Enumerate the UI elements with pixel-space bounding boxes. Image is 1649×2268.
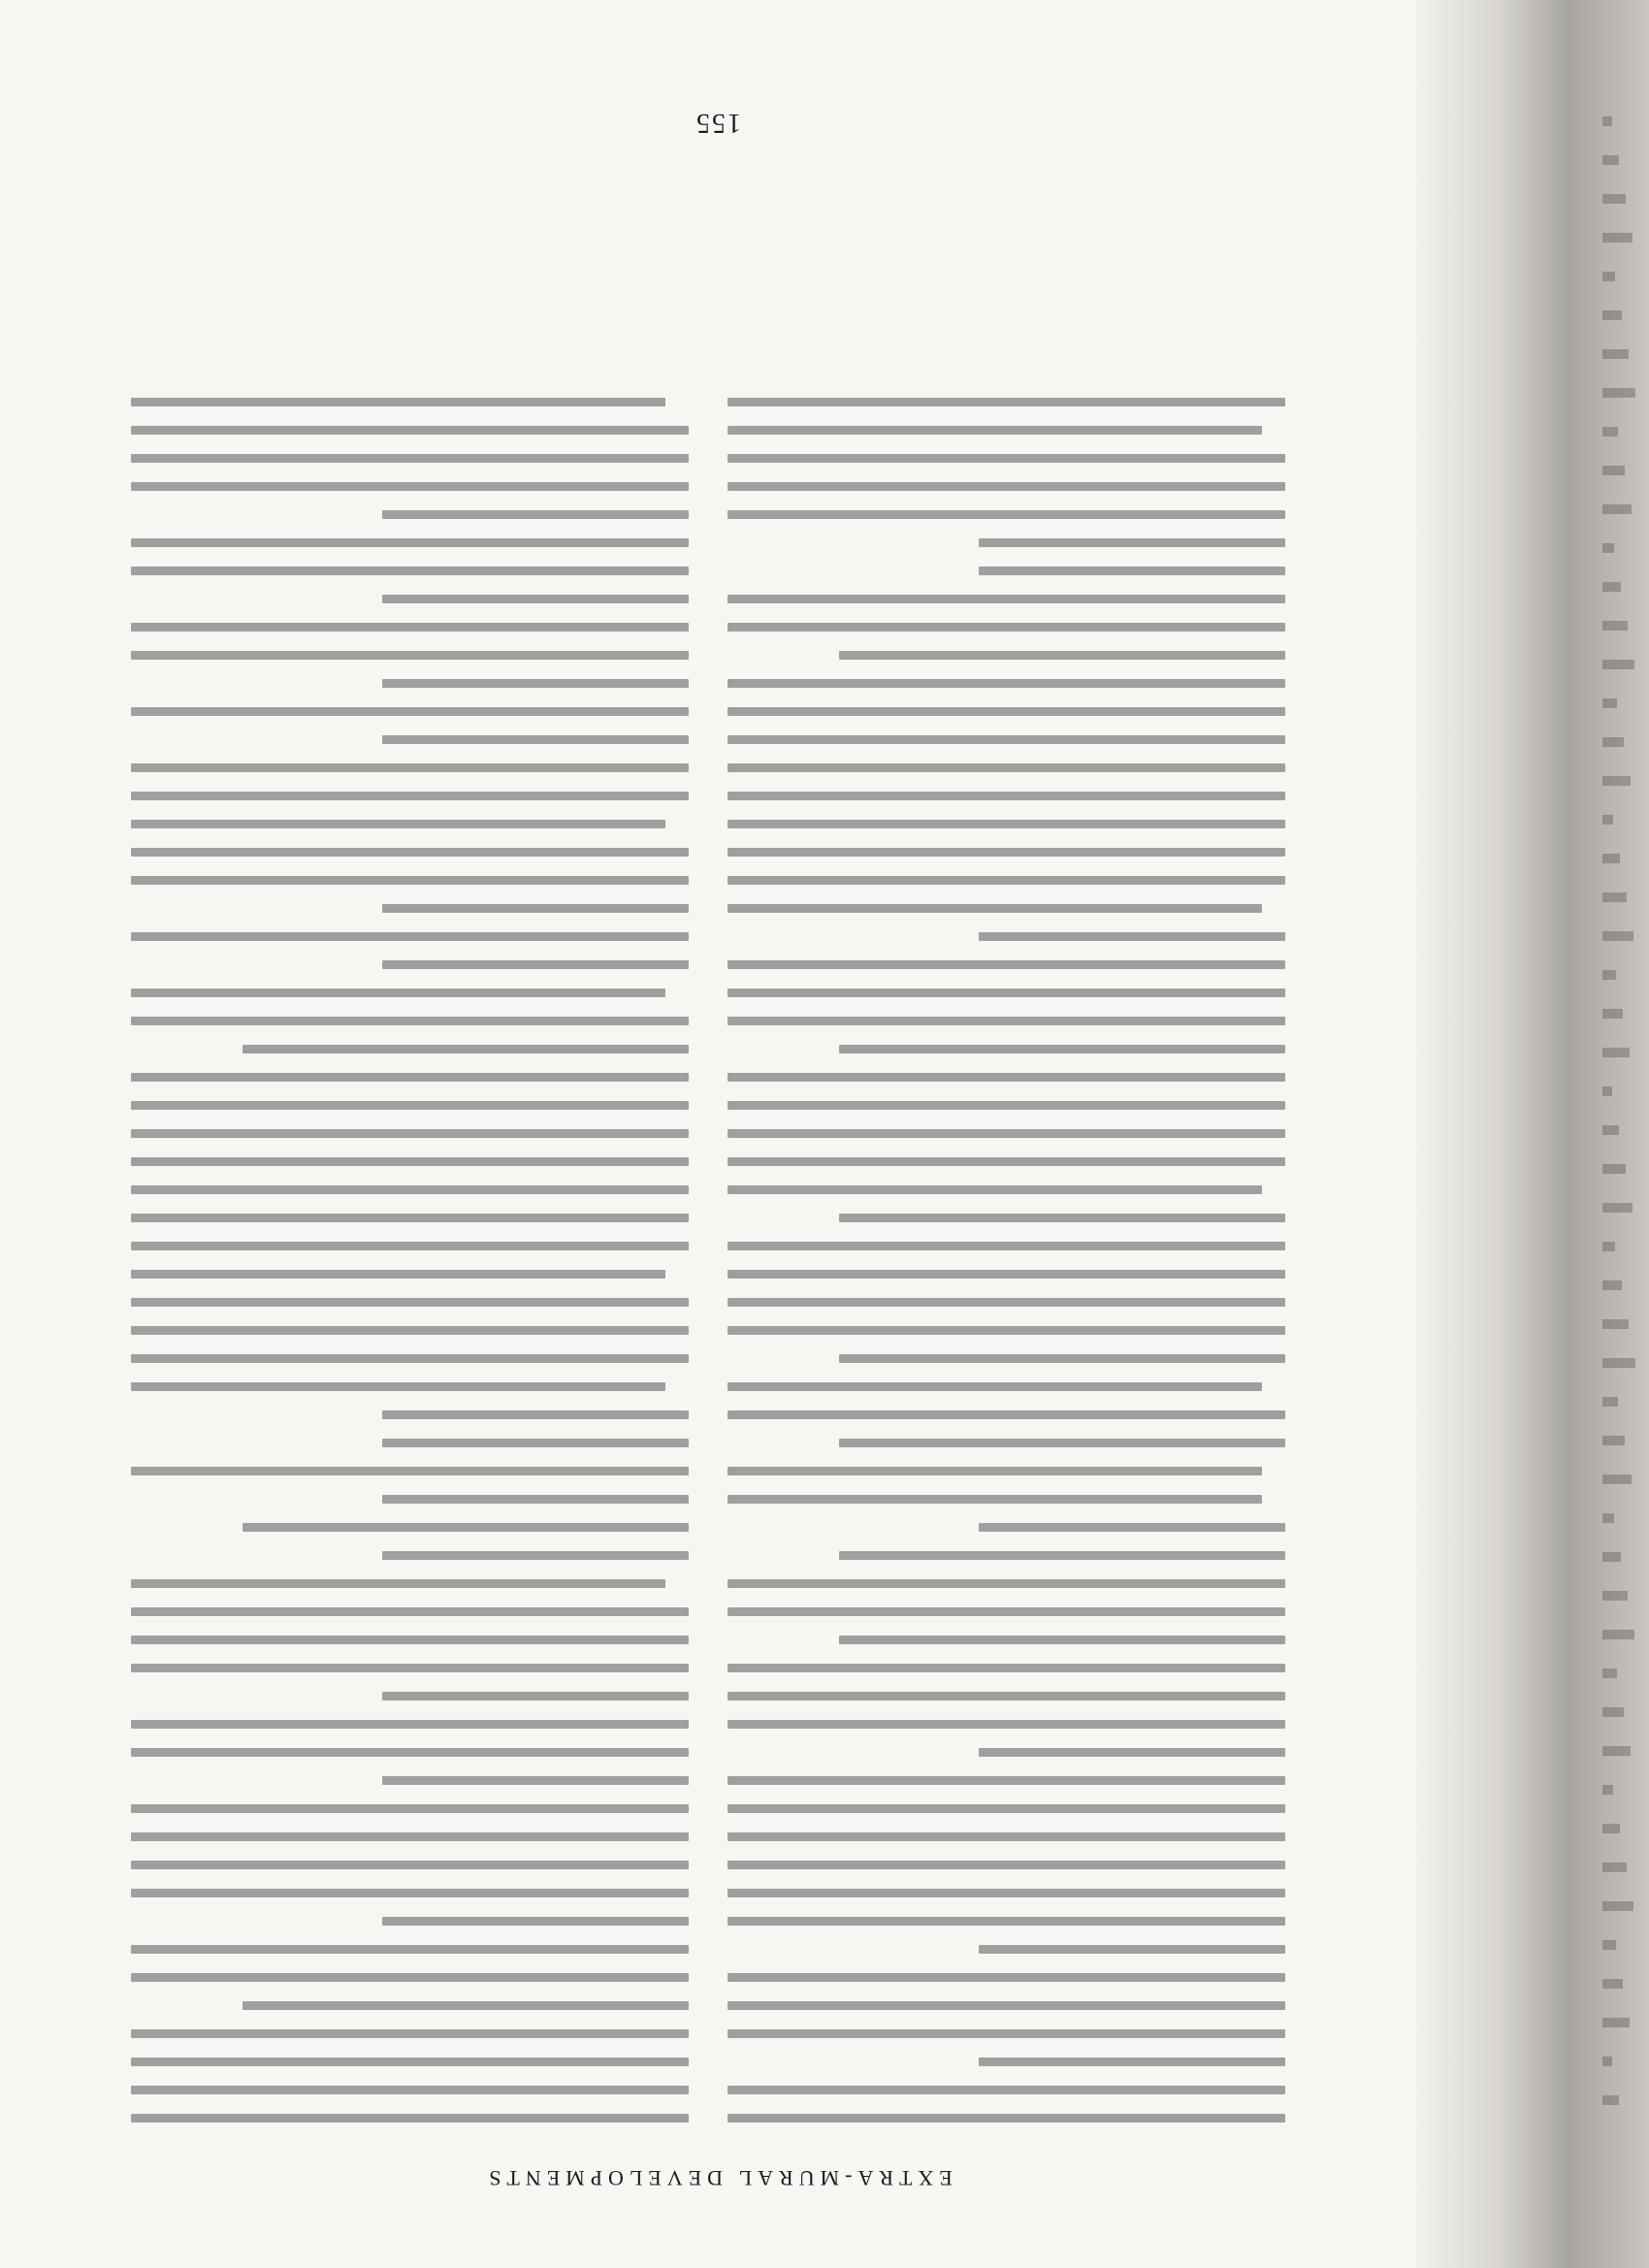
footnote-text-line xyxy=(728,1185,1262,1194)
footnote-text-line xyxy=(131,876,689,885)
footnote-text-line xyxy=(728,482,1285,491)
facing-page-text-fragment xyxy=(1602,970,1616,980)
footnote-text-line xyxy=(728,454,1285,463)
footnote-text-line xyxy=(131,1129,689,1138)
footnote-text-line xyxy=(131,1945,689,1954)
footnote-text-line xyxy=(728,398,1285,406)
facing-page-text-fragment xyxy=(1602,116,1612,126)
footnote-text-line xyxy=(131,1832,689,1841)
footnote-columns xyxy=(131,221,1285,2122)
footnote-text-line xyxy=(131,1157,689,1166)
footnote-text-line xyxy=(728,1326,1285,1335)
footnote-text-line xyxy=(131,2029,689,2038)
footnote-text-line xyxy=(728,1832,1285,1841)
footnote-text-line xyxy=(728,1720,1285,1729)
footnote-text-line xyxy=(728,510,1285,519)
footnote-text-line xyxy=(131,1664,689,1672)
footnote-text-line xyxy=(131,398,665,406)
footnote-column-right xyxy=(131,221,689,2122)
facing-page-text-fragment xyxy=(1602,155,1619,165)
facing-page-text-fragment xyxy=(1602,1940,1616,1950)
footnote-text-line xyxy=(131,2086,689,2094)
footnote-text-line xyxy=(728,1607,1285,1616)
footnote-text-line xyxy=(131,1973,689,1982)
footnote-text-line xyxy=(382,904,689,913)
facing-page-text-fragment xyxy=(1602,1630,1634,1639)
footnote-text-line xyxy=(728,735,1285,744)
facing-page-text-fragment xyxy=(1602,194,1626,204)
facing-page-text-fragment xyxy=(1602,931,1633,941)
facing-page-text-fragment xyxy=(1602,466,1625,475)
footnote-text-line xyxy=(131,1101,689,1110)
footnote-text-line xyxy=(728,1861,1285,1869)
footnote-text-line xyxy=(131,988,665,997)
footnote-text-line xyxy=(382,1917,689,1926)
footnote-text-line xyxy=(382,1776,689,1785)
facing-page-text-fragment xyxy=(1602,388,1635,398)
facing-page-text-fragment xyxy=(1602,543,1614,553)
footnote-text-line xyxy=(728,1410,1285,1419)
footnote-text-line xyxy=(839,1354,1285,1363)
footnote-text-line xyxy=(131,1270,665,1279)
facing-page-text-fragment xyxy=(1602,1513,1614,1523)
footnote-text-line xyxy=(728,1973,1285,1982)
facing-page-text-fragment xyxy=(1602,892,1627,902)
facing-page-text-fragment xyxy=(1602,1436,1625,1445)
facing-page-text-fragment xyxy=(1602,349,1629,359)
footnote-text-line xyxy=(728,1129,1285,1138)
facing-page-text-fragment xyxy=(1602,1242,1615,1251)
facing-page-text-fragment xyxy=(1602,1397,1618,1407)
footnote-text-line xyxy=(728,960,1285,969)
footnote-text-line xyxy=(728,904,1262,913)
facing-page-text-fragment xyxy=(1602,427,1618,437)
footnote-text-line xyxy=(839,1045,1285,1053)
footnote-text-line xyxy=(728,679,1285,688)
footnote-text-line xyxy=(131,1861,689,1869)
footnote-text-line xyxy=(131,1017,689,1025)
footnote-text-line xyxy=(131,1748,689,1757)
footnote-text-line xyxy=(131,707,689,716)
footnote-text-line xyxy=(382,1410,689,1419)
facing-page-text-fragment xyxy=(1602,1203,1633,1213)
footnote-text-line xyxy=(382,1495,689,1504)
footnote-text-line xyxy=(382,1692,689,1701)
footnote-text-line xyxy=(131,454,689,463)
running-head: EXTRA-MURAL DEVELOPMENTS xyxy=(483,2166,953,2190)
footnote-text-line xyxy=(131,932,689,941)
footnote-text-line xyxy=(728,2001,1285,2010)
footnote-text-line xyxy=(131,651,689,660)
footnote-text-line xyxy=(728,623,1285,632)
facing-page-text-fragment xyxy=(1602,2095,1619,2105)
footnote-text-line xyxy=(728,763,1285,772)
facing-page-text-fragment xyxy=(1602,660,1634,669)
footnote-text-line xyxy=(728,595,1285,603)
facing-page-text-fragment xyxy=(1602,1009,1623,1019)
facing-page-text-fragment xyxy=(1602,1319,1629,1329)
facing-page-text-fragment xyxy=(1602,854,1620,863)
footnote-text-line xyxy=(979,1523,1285,1532)
footnote-column-left xyxy=(728,221,1285,2122)
facing-page-text-fragment xyxy=(1602,737,1624,747)
footnote-text-line xyxy=(728,707,1285,716)
facing-page-text-fragment xyxy=(1602,815,1613,825)
facing-page-text-fragment xyxy=(1602,233,1633,243)
footnote-text-line xyxy=(131,763,689,772)
footnote-text-line xyxy=(728,1467,1262,1475)
footnote-text-line xyxy=(728,988,1285,997)
footnote-text-line xyxy=(728,1298,1285,1307)
facing-page-text-fragment xyxy=(1602,1086,1612,1096)
facing-page-text-fragment xyxy=(1602,1746,1631,1756)
footnote-text-line xyxy=(131,1326,689,1335)
footnote-text-line xyxy=(242,1523,689,1532)
footnote-text-line xyxy=(728,876,1285,885)
footnote-text-line xyxy=(728,1101,1285,1110)
footnote-text-line xyxy=(839,651,1285,660)
footnote-text-line xyxy=(728,1157,1285,1166)
footnote-text-line xyxy=(728,426,1262,435)
footnote-text-line xyxy=(728,1804,1285,1813)
footnote-text-line xyxy=(382,960,689,969)
footnote-text-line xyxy=(728,1776,1285,1785)
facing-page-text-fragment xyxy=(1602,1824,1620,1833)
footnote-text-line xyxy=(728,1073,1285,1082)
facing-page-text-fragment xyxy=(1602,1164,1626,1174)
footnote-text-line xyxy=(131,567,689,575)
footnote-text-line xyxy=(131,1804,689,1813)
facing-page-text-fragment xyxy=(1602,1707,1624,1717)
footnote-text-line xyxy=(131,792,689,800)
facing-page-text-fragment xyxy=(1602,1358,1635,1368)
binding-gutter-shadow xyxy=(1416,0,1649,2268)
footnote-text-line xyxy=(131,848,689,857)
facing-page-text-fragment xyxy=(1602,582,1621,592)
footnote-text-line xyxy=(131,538,689,547)
footnote-text-line xyxy=(728,2029,1285,2038)
page-number: 155 xyxy=(695,108,741,138)
footnote-text-line xyxy=(839,1636,1285,1644)
footnote-text-line xyxy=(131,2114,689,2122)
footnote-text-line xyxy=(131,1214,689,1222)
footnote-text-line xyxy=(131,1242,689,1250)
facing-page-text-fragment xyxy=(1602,1591,1628,1601)
footnote-text-line xyxy=(131,820,665,828)
facing-page-text-fragment xyxy=(1602,1048,1630,1057)
footnote-text-line xyxy=(979,567,1285,575)
footnote-text-line xyxy=(979,1945,1285,1954)
facing-page-text-fragment xyxy=(1602,621,1628,631)
footnote-text-line xyxy=(131,1889,689,1897)
facing-page-text-fragment xyxy=(1602,1669,1617,1678)
footnote-text-line xyxy=(382,679,689,688)
footnote-text-line xyxy=(728,1664,1285,1672)
facing-page-text-fragment xyxy=(1602,310,1622,320)
footnote-text-line xyxy=(131,1467,689,1475)
footnote-text-line xyxy=(131,482,689,491)
footnote-text-line xyxy=(131,1579,665,1588)
facing-page-bleed xyxy=(1602,116,1641,2154)
footnote-text-line xyxy=(728,1242,1285,1250)
footnote-text-line xyxy=(728,1579,1285,1588)
footnote-text-line xyxy=(131,1636,689,1644)
facing-page-text-fragment xyxy=(1602,1280,1622,1290)
footnote-text-line xyxy=(131,1354,689,1363)
footnote-text-line xyxy=(728,1382,1262,1391)
footnote-text-line xyxy=(728,2114,1285,2122)
footnote-text-line xyxy=(131,1382,665,1391)
facing-page-text-fragment xyxy=(1602,2018,1630,2027)
footnote-text-line xyxy=(131,1720,689,1729)
facing-page-text-fragment xyxy=(1602,1901,1633,1911)
footnote-text-line xyxy=(728,1017,1285,1025)
footnote-text-line xyxy=(382,1439,689,1447)
facing-page-text-fragment xyxy=(1602,1785,1613,1795)
facing-page-text-fragment xyxy=(1602,1125,1619,1135)
footnote-text-line xyxy=(728,1692,1285,1701)
facing-page-text-fragment xyxy=(1602,504,1632,514)
footnote-text-line xyxy=(131,623,689,632)
footnote-text-line xyxy=(131,1073,689,1082)
footnote-text-line xyxy=(979,538,1285,547)
footnote-text-line xyxy=(728,848,1285,857)
footnote-text-line xyxy=(382,595,689,603)
footnote-text-line xyxy=(839,1214,1285,1222)
facing-page-text-fragment xyxy=(1602,2057,1612,2066)
footnote-text-line xyxy=(979,932,1285,941)
facing-page-text-fragment xyxy=(1602,1863,1627,1872)
footnote-text-line xyxy=(839,1551,1285,1560)
footnote-text-line xyxy=(728,792,1285,800)
footnote-text-line xyxy=(728,1917,1285,1926)
facing-page-text-fragment xyxy=(1602,272,1615,281)
footnote-text-line xyxy=(131,2057,689,2066)
facing-page-text-fragment xyxy=(1602,1474,1632,1484)
facing-page-text-fragment xyxy=(1602,1979,1623,1989)
footnote-text-line xyxy=(382,735,689,744)
footnote-text-line xyxy=(728,1270,1285,1279)
footnote-text-line xyxy=(728,1495,1262,1504)
footnote-text-line xyxy=(979,2057,1285,2066)
footnote-text-line xyxy=(382,510,689,519)
footnote-text-line xyxy=(979,1748,1285,1757)
footnote-text-line xyxy=(131,1185,689,1194)
footnote-text-line xyxy=(131,1298,689,1307)
footnote-text-line xyxy=(382,1551,689,1560)
footnote-text-line xyxy=(728,1889,1285,1897)
footnote-text-line xyxy=(728,820,1285,828)
footnote-text-line xyxy=(242,1045,689,1053)
footnote-text-line xyxy=(728,2086,1285,2094)
footnote-text-line xyxy=(131,426,689,435)
facing-page-text-fragment xyxy=(1602,698,1617,708)
footnote-text-line xyxy=(839,1439,1285,1447)
footnote-text-line xyxy=(131,1607,689,1616)
facing-page-text-fragment xyxy=(1602,776,1631,786)
facing-page-text-fragment xyxy=(1602,1552,1621,1562)
footnote-text-line xyxy=(242,2001,689,2010)
